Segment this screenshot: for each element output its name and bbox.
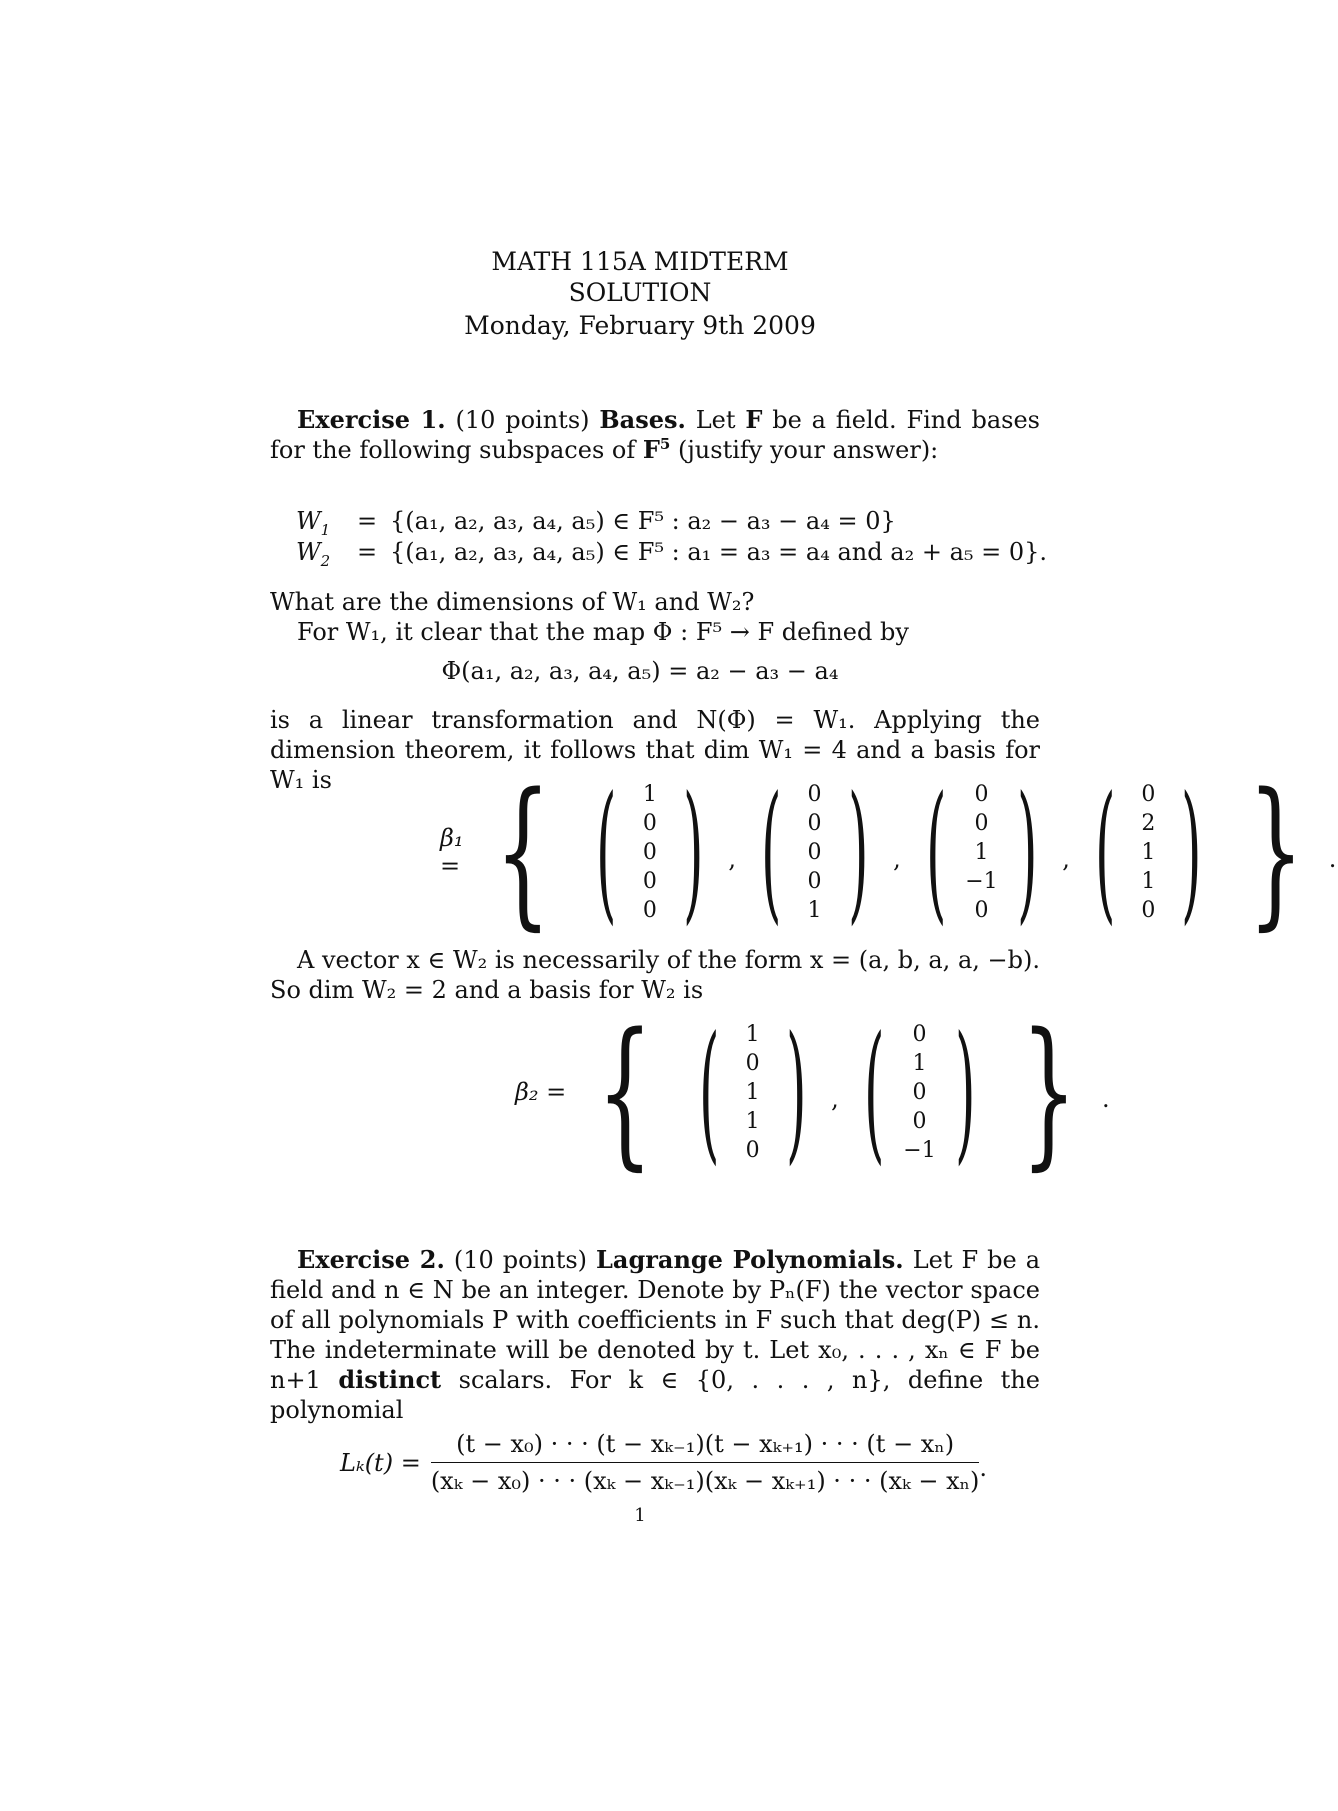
beta1-label: β₁ = (440, 824, 464, 880)
w2-name: W (296, 538, 321, 566)
vector-entry: 1 (745, 1108, 760, 1134)
w1-set: {(a₁, a₂, a₃, a₄, a₅) ∈ F⁵ : a₂ − a₃ − a₄ = 0} (390, 507, 896, 535)
right-brace: } (1247, 758, 1304, 945)
exercise-1-topic: Bases. (599, 405, 686, 434)
beta2-label: β₂ = (515, 1078, 567, 1106)
vector-entry: 1 (642, 781, 657, 807)
vector-entry: 0 (642, 897, 657, 923)
left-brace: { (494, 758, 551, 945)
vector-entry: 1 (912, 1050, 927, 1076)
header (0, 246, 1280, 341)
left-paren: ( (699, 1005, 720, 1179)
w2-set-a: {(a₁, a₂, a₃, a₄, a₅) ∈ F⁵ : a₁ = a₃ = a₄ (390, 538, 830, 566)
w2-sub: 2 (320, 551, 331, 570)
vector-entry: 0 (807, 839, 822, 865)
w2-set-and: and (837, 538, 883, 566)
right-paren: ) (954, 1005, 976, 1179)
vector-entries (903, 1020, 935, 1165)
vector-entry: 0 (745, 1137, 760, 1163)
vector-entry: 0 (642, 868, 657, 894)
right-brace: } (1021, 998, 1078, 1185)
vector-entry: 1 (1141, 839, 1156, 865)
exercise-2-statement (270, 1245, 1040, 1425)
right-paren: ) (1181, 765, 1202, 939)
lk-label: Lₖ(t) = (340, 1448, 421, 1477)
vector-entry: 0 (745, 1050, 760, 1076)
beta2-basis (515, 998, 1112, 1185)
page-number: 1 (634, 1505, 646, 1526)
beta2-vector (845, 1005, 995, 1179)
field-power: $F^5$ (642, 435, 671, 464)
lagrange-definition (340, 1430, 987, 1495)
exercise-1-intro-c: (justify your answer): (677, 436, 939, 464)
beta1-basis (440, 758, 1338, 945)
vector-entry: −1 (903, 1137, 936, 1163)
period: . (979, 1453, 988, 1482)
exercise-2-distinct: distinct (338, 1365, 442, 1394)
right-paren: ) (1016, 765, 1038, 939)
vector-entry: 0 (1141, 781, 1156, 807)
vector-separator: , (1062, 845, 1070, 873)
exercise-1-intro-a: Let (695, 406, 736, 434)
exercise-1-label: Exercise 1. (297, 405, 446, 434)
left-paren: ( (1094, 765, 1116, 939)
exercise-1-points: (10 points) (455, 406, 590, 434)
lagrange-fraction (431, 1430, 980, 1495)
vector-entry: 1 (1141, 868, 1156, 894)
vector-entry: 0 (642, 839, 657, 865)
phi-equation: Φ(a₁, a₂, a₃, a₄, a₅) = a₂ − a₃ − a₄ (441, 657, 839, 685)
beta2-vectors (676, 1005, 998, 1179)
w1-dimension-paragraph: is a linear transformation and N(Φ) = W₁. Applying the dimension theorem, it follows that dim W₁ = 4 and a basis for W₁ is (270, 706, 1040, 794)
vector-entry: 2 (1141, 810, 1156, 836)
vector-entry: 1 (745, 1021, 760, 1047)
left-brace: { (597, 998, 654, 1185)
fraction-denominator: (xₖ − x₀) · · · (xₖ − xₖ₋₁)(xₖ − xₖ₊₁) · · · (xₖ − xₙ) (430, 1467, 980, 1495)
document-title: MATH 115A MIDTERM (491, 247, 789, 276)
vector-entry: −1 (965, 868, 998, 894)
vector-entries (1134, 780, 1162, 925)
vector-entry: 0 (974, 810, 989, 836)
period: . (1102, 1085, 1110, 1113)
vector-entry: 0 (912, 1079, 927, 1105)
vector-entry: 1 (745, 1079, 760, 1105)
exercise-1-intro-b: be a field. Find bases for the following subspaces of (270, 406, 1040, 464)
fraction-bar (431, 1462, 980, 1463)
w1-map-intro: For W₁, it clear that the map Φ : F⁵ → F defined by (297, 618, 909, 646)
equals-sign: = (356, 507, 378, 535)
beta1-vector (1076, 765, 1221, 939)
vector-separator: , (893, 845, 901, 873)
vector-entries (739, 1020, 767, 1165)
w1-name: W (296, 507, 321, 535)
vector-entry: 0 (974, 781, 989, 807)
exercise-2-points: (10 points) (453, 1246, 588, 1274)
vector-entry: 1 (974, 839, 989, 865)
vector-entry: 0 (912, 1021, 927, 1047)
beta1-vector (742, 765, 887, 939)
fraction-numerator: (t − x₀) · · · (t − xₖ₋₁)(t − xₖ₊₁) · · · (t − xₙ) (456, 1430, 955, 1458)
vector-separator: , (831, 1085, 839, 1113)
beta2-vector (680, 1005, 825, 1179)
exercise-2-label: Exercise 2. (297, 1245, 445, 1274)
dimension-question: What are the dimensions of W₁ and W₂? (270, 588, 755, 616)
vector-entries (965, 780, 997, 925)
beta1-vector (907, 765, 1057, 939)
left-paren: ( (925, 765, 947, 939)
vector-entry: 0 (1141, 897, 1156, 923)
vector-entry: 0 (807, 781, 822, 807)
vector-entries (801, 780, 829, 925)
right-paren: ) (847, 765, 869, 939)
vector-entry: 0 (642, 810, 657, 836)
w1-sub: 1 (320, 520, 331, 539)
vector-separator: , (728, 845, 736, 873)
vector-entry: 0 (912, 1108, 927, 1134)
exercise-2-body-b: scalars. For k ∈ {0, . . . , n}, define the polynomial (270, 1366, 1040, 1424)
equals-sign: = (356, 538, 378, 566)
w1-symbol (296, 506, 344, 537)
beta1-vectors (573, 765, 1225, 939)
document-subtitle: SOLUTION (568, 278, 712, 307)
w2-set (390, 537, 1047, 568)
beta1-vector (577, 765, 722, 939)
period: . (1328, 845, 1337, 873)
subspace-definitions (296, 506, 1047, 568)
exercise-1-statement (270, 405, 1040, 465)
w1-definition (296, 506, 1047, 537)
vector-entry: 0 (974, 897, 989, 923)
document-date: Monday, February 9th 2009 (464, 311, 816, 340)
vector-entries (636, 780, 664, 925)
w2-set-b: a₂ + a₅ = 0}. (890, 538, 1048, 566)
vector-entry: 0 (807, 810, 822, 836)
exercise-2-topic: Lagrange Polynomials. (596, 1245, 904, 1274)
w2-definition (296, 537, 1047, 568)
vector-entry: 1 (807, 897, 822, 923)
right-paren: ) (785, 1005, 807, 1179)
w2-symbol (296, 537, 344, 568)
vector-entry: 0 (807, 868, 822, 894)
left-paren: ( (863, 1005, 885, 1179)
field-symbol: F (642, 435, 660, 464)
right-paren: ) (682, 765, 704, 939)
left-paren: ( (596, 765, 617, 939)
left-paren: ( (761, 765, 782, 939)
exercise-2-body-a: Let F be a field and n ∈ N be an integer. Denote by Pₙ(F) the vector space of all polynomials P with coefficients in F such that deg(P) ≤ n. The indeterminate will be denoted by t. Let x₀, . . . , xₙ ∈ F be n+1 (270, 1246, 1041, 1394)
field-symbol: F (745, 405, 763, 434)
w2-form-paragraph: A vector x ∈ W₂ is necessarily of the form x = (a, b, a, a, −b). So dim W₂ = 2 and a basis for W₂ is (270, 946, 1040, 1004)
